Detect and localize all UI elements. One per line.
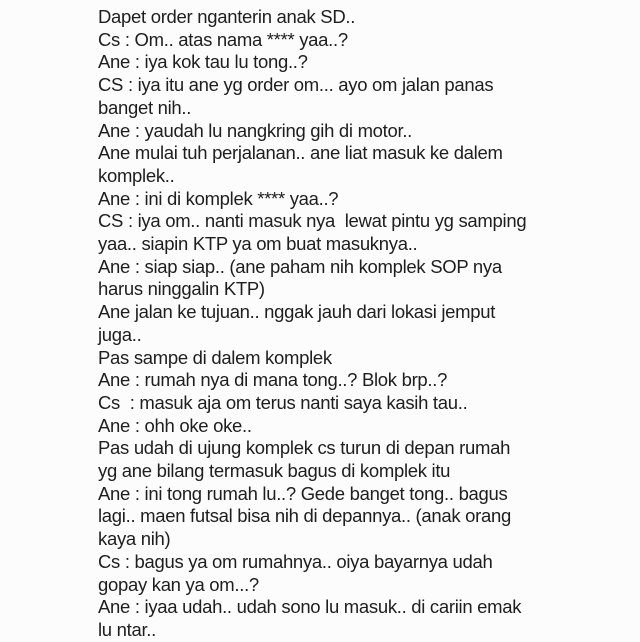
text-line: Pas udah di ujung komplek cs turun di depan rumah <box>98 437 511 459</box>
text-line: yg ane bilang termasuk bagus di komplek itu <box>98 460 451 482</box>
text-line: lagi.. maen futsal bisa nih di depannya.. (anak orang <box>98 505 511 527</box>
text-line: Pas sampe di dalem komplek <box>98 346 332 368</box>
text-line: Ane jalan ke tujuan.. nggak jauh dari lokasi jemput <box>98 301 496 323</box>
text-line: Ane : ini tong rumah lu..? Gede banget tong.. bagus <box>98 482 508 504</box>
text-line: Ane : iyaa udah.. udah sono lu masuk.. di cariin emak <box>98 596 522 618</box>
text-line: komplek.. <box>98 164 175 186</box>
text-line: yaa.. siapin KTP ya om buat masuknya.. <box>98 233 418 255</box>
text-line: Ane : ohh oke oke.. <box>98 414 252 436</box>
text-line: Cs : Om.. atas nama **** yaa..? <box>98 28 348 50</box>
text-line: Cs : masuk aja om terus nanti saya kasih tau.. <box>98 391 468 413</box>
text-line: harus ninggalin KTP) <box>98 278 265 300</box>
text-line: kaya nih) <box>98 528 171 550</box>
text-line: Ane : yaudah lu nangkring gih di motor.. <box>98 119 413 141</box>
text-line: Cs : bagus ya om rumahnya.. oiya bayarnya udah <box>98 550 493 572</box>
text-line: CS : iya itu ane yg order om... ayo om jalan panas <box>98 74 494 96</box>
text-line: lu ntar.. <box>98 618 156 640</box>
text-line: banget nih.. <box>98 96 192 118</box>
text-line: Ane : iya kok tau lu tong..? <box>98 51 308 73</box>
text-line: Ane : rumah nya di mana tong..? Blok brp..? <box>98 369 448 391</box>
text-line: juga.. <box>98 323 142 345</box>
text-line: Ane : ini di komplek **** yaa..? <box>98 187 339 209</box>
text-line: Ane : siap siap.. (ane paham nih komplek SOP nya <box>98 255 502 277</box>
text-line: CS : iya om.. nanti masuk nya lewat pintu yg samping <box>98 210 527 232</box>
text-line: Ane mulai tuh perjalanan.. ane liat masuk ke dalem <box>98 142 503 164</box>
text-line: gopay kan ya om...? <box>98 573 259 595</box>
text-line: Dapet order nganterin anak SD.. <box>98 6 356 27</box>
